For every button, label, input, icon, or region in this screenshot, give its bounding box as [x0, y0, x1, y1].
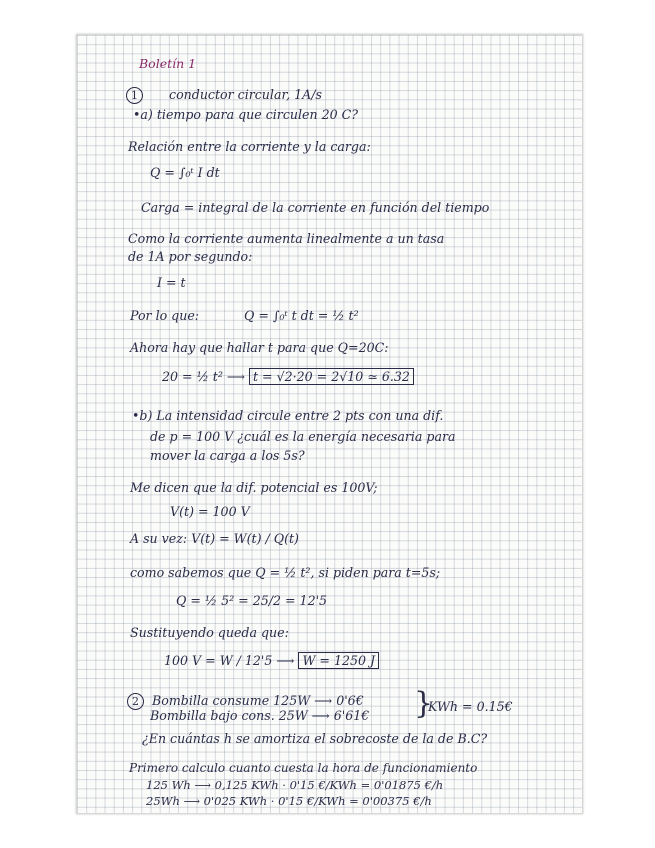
problem-number-2: 2	[127, 693, 144, 710]
note-line: Carga = integral de la corriente en función del tiempo	[141, 200, 490, 215]
note-line: Sustituyendo queda que:	[130, 625, 289, 640]
note-line: Como la corriente aumenta linealmente a un tasa	[128, 231, 445, 246]
formula-line: Q = ½ 5² = 25/2 = 12'5	[176, 593, 328, 608]
bulb-low-consumption: Bombilla bajo cons. 25W ⟶ 6'61€	[150, 708, 370, 723]
note-line: Ahora hay que hallar t para que Q=20C:	[130, 340, 389, 355]
note-line: como sabemos que Q = ½ t², si piden para t=5s;	[130, 565, 441, 580]
result-box-t: t = √2·20 = 2√10 ≃ 6.32	[249, 368, 414, 385]
problem-1-heading	[126, 87, 322, 104]
question-2: ¿En cuántas h se amortiza el sobrecoste de la de B.C?	[142, 731, 488, 746]
calc-line: 25Wh ⟶ 0'025 KWh · 0'15 €/KWh = 0'00375 €/h	[146, 794, 432, 808]
note-line: Me dicen que la dif. potencial es 100V;	[130, 480, 378, 495]
note-line: Por lo que:	[130, 308, 200, 323]
formula-line	[164, 654, 379, 668]
kwh-price: KWh = 0.15€	[428, 699, 513, 714]
calc-line: 125 Wh ⟶ 0,125 KWh · 0'15 €/KWh = 0'01875 €/h	[146, 778, 444, 792]
result-box-w: W = 1250 J	[298, 652, 379, 669]
question-a: •a) tiempo para que circulen 20 C?	[133, 107, 358, 122]
formula-line: Q = ∫₀ᵗ I dt	[150, 165, 220, 180]
question-b-line: mover la carga a los 5s?	[150, 448, 305, 463]
note-line: de 1A por segundo:	[128, 249, 253, 264]
equation-left: 20 = ½ t² ⟶	[162, 369, 245, 384]
equation-left: 100 V = W / 12'5 ⟶	[164, 653, 295, 668]
problem-number-1: 1	[126, 87, 143, 104]
formula-line: I = t	[157, 275, 186, 290]
bulb-standard: Bombilla consume 125W ⟶ 0'6€	[152, 693, 364, 708]
note-line: Relación entre la corriente y la carga:	[128, 139, 371, 154]
problem-1-statement: conductor circular, 1A/s	[169, 87, 322, 102]
formula-line	[162, 370, 414, 384]
formula-line: Q = ∫₀ᵗ t dt = ½ t²	[244, 308, 359, 323]
question-b-line: de p = 100 V ¿cuál es la energía necesaria para	[150, 429, 456, 444]
page-title: Boletín 1	[139, 56, 197, 71]
formula-line: A su vez: V(t) = W(t) / Q(t)	[130, 531, 299, 546]
question-b: •b) La intensidad circule entre 2 pts con una dif.	[132, 408, 444, 423]
formula-line: V(t) = 100 V	[170, 504, 250, 519]
calc-intro: Primero calculo cuanto cuesta la hora de funcionamiento	[129, 761, 478, 775]
brace-symbol: }	[414, 686, 434, 721]
